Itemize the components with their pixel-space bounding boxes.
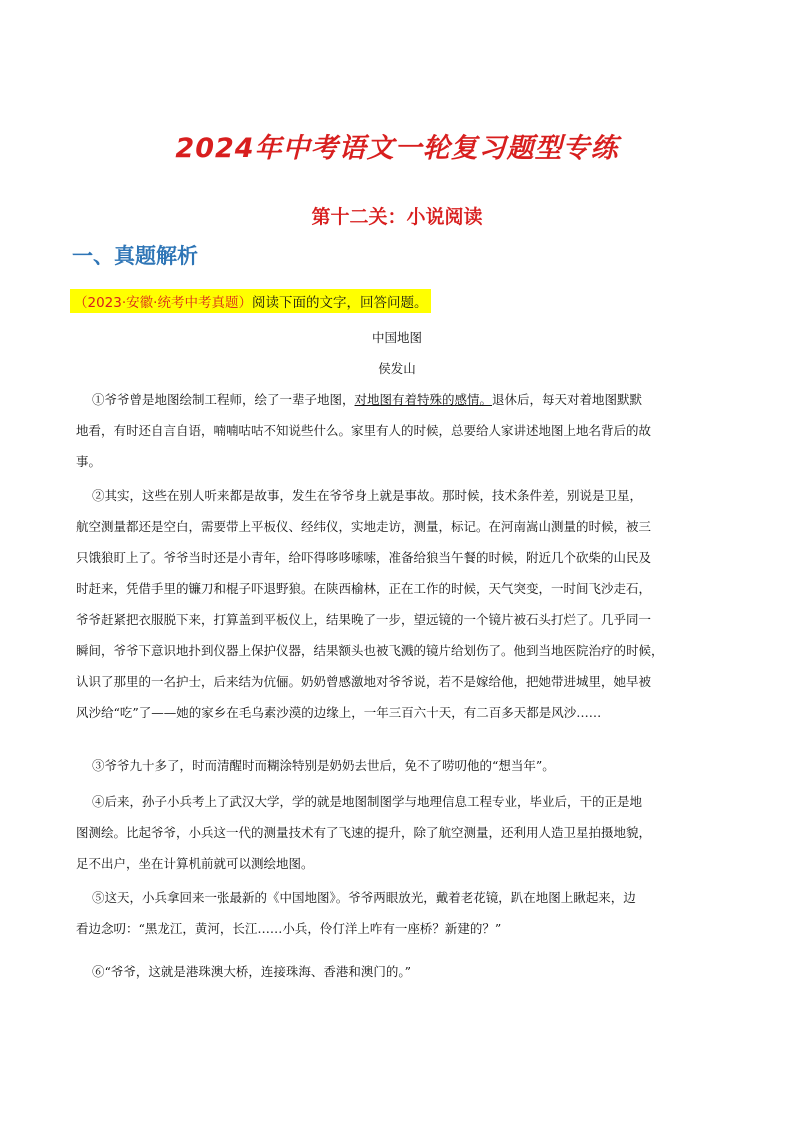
underlined-sentence: 对地图有着特殊的感情。 xyxy=(354,392,493,407)
paragraph-line: ⑥“爷爷，这就是港珠澳大桥，连接珠海、香港和澳门的。” xyxy=(92,964,412,979)
source-note-origin: （2023·安徽·统考中考真题） xyxy=(74,295,252,311)
paragraph-2 xyxy=(76,480,730,728)
paragraph-line: 图测绘。比起爷爷，小兵这一代的测量技术有了飞速的提升，除了航空测量，还利用人造卫星拍摄地貌， xyxy=(76,825,652,840)
paragraph-line: ⑤这天，小兵拿回来一张最新的《中国地图》。爷爷两眼放光，戴着老花镜，趴在地图上瞅起来，边 xyxy=(92,890,636,905)
paragraph-line: 足不出户，坐在计算机前就可以测绘地图。 xyxy=(76,856,314,871)
paragraph-line: 瞬间，爷爷下意识地扑到仪器上保护仪器，结果额头也被飞溅的镜片给划伤了。他到当地医院治疗的时候， xyxy=(76,643,664,658)
paragraph-line: ③爷爷九十多了，时而清醒时而糊涂特别是奶奶去世后，免不了唠叨他的“想当年”。 xyxy=(92,758,555,773)
source-note-instruction: 阅读下面的文字，回答问题。 xyxy=(251,295,428,311)
text-segment: 退休后，每天对着地图默默 xyxy=(492,392,643,407)
paragraph-5 xyxy=(76,882,730,944)
paragraph-1 xyxy=(76,384,730,477)
paragraph-line: 认识了那里的一名护士，后来结为伉俪。奶奶曾感激地对爷爷说，若不是嫁给他，把她带进城里，她早被 xyxy=(76,674,652,689)
paragraph-line: ②其实，这些在别人听来都是故事，发生在爷爷身上就是事故。那时候，技术条件差，别说是卫星， xyxy=(92,488,643,503)
paragraph-6 xyxy=(76,956,730,987)
source-note-highlight xyxy=(70,289,431,313)
text-segment: ①爷爷曾是地图绘制工程师，绘了一辈子地图， xyxy=(92,392,355,407)
paragraph-line: 爷爷赶紧把衣服脱下来，打算盖到平板仪上，结果晚了一步，望远镜的一个镜片被石头打烂了。几乎同一 xyxy=(76,612,652,627)
paragraph-line: 事。 xyxy=(76,454,102,469)
paragraph-line: 地看，有时还自言自语，喃喃咕咕不知说些什么。家里有人的时候，总要给人家讲述地图上地名背后的故 xyxy=(76,423,652,438)
paragraph-4 xyxy=(76,786,730,879)
document-subtitle: 第十二关：小说阅读 xyxy=(311,206,483,228)
paragraph-line: 看边念叨：“黑龙江，黄河，长江……小兵，伶仃洋上咋有一座桥？新建的？” xyxy=(76,921,502,936)
paragraph-line: 时赶来，凭借手里的镰刀和棍子吓退野狼。在陕西榆林，正在工作的时候，天气突变，一时间飞沙走石， xyxy=(76,581,652,596)
paragraph-line: 风沙给“吃”了——她的家乡在毛乌素沙漠的边缘上，一年三百六十天，有二百多天都是风沙…… xyxy=(76,705,602,720)
section-heading: 一、真题解析 xyxy=(72,244,198,268)
paragraph-3 xyxy=(76,750,730,781)
story-title: 中国地图 xyxy=(371,330,422,345)
paragraph-line xyxy=(76,384,730,415)
paragraph-line: 航空测量都还是空白，需要带上平板仪、经纬仪，实地走访，测量，标记。在河南嵩山测量的时候，被三 xyxy=(76,519,652,534)
document-title: 2024年中考语文一轮复习题型专练 xyxy=(175,133,619,164)
paragraph-line: 只饿狼盯上了。爷爷当时还是小青年，给吓得哆哆嗦嗦，准备给狼当午餐的时候，附近几个砍柴的山民及 xyxy=(76,550,652,565)
paragraph-line: ④后来，孙子小兵考上了武汉大学，学的就是地图制图学与地理信息工程专业，毕业后，干的正是地 xyxy=(92,794,643,809)
story-author: 侯发山 xyxy=(378,361,416,376)
